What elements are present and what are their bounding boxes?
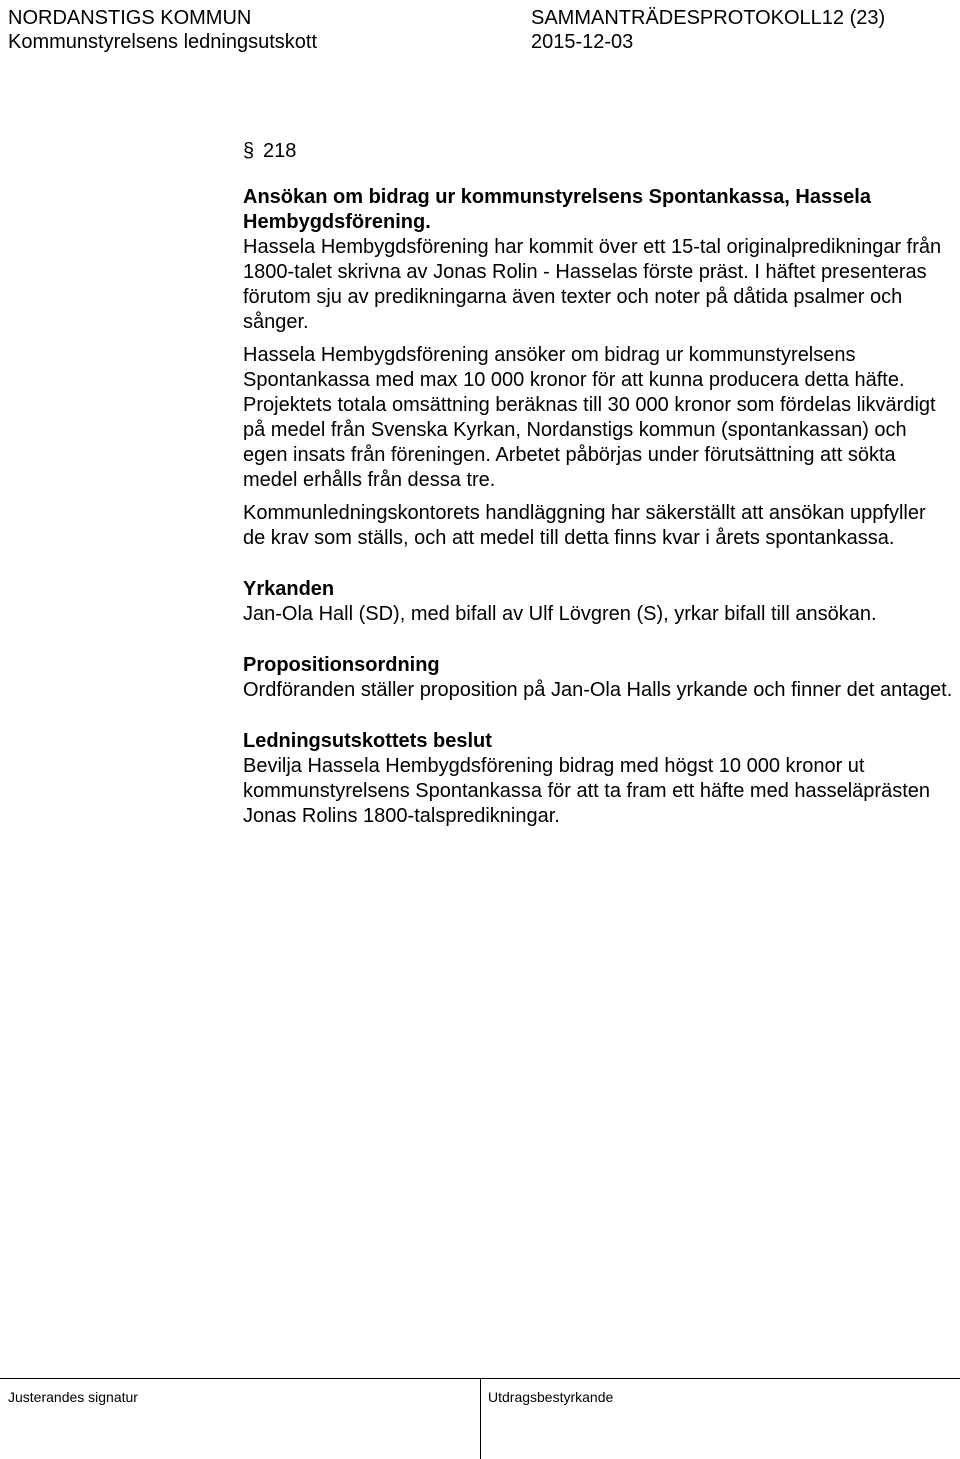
section-title: Ansökan om bidrag ur kommunstyrelsens Spontankassa, Hassela Hembygdsförening. xyxy=(243,186,871,233)
body-paragraph: Hassela Hembygdsförening har kommit över ett 15-tal originalpredikningar från 1800-talet skrivna av Jonas Rolin - Hasselas förste präst. I häftet presenteras förutom sju av predikningarna även texter och noter på dåtida psalmer och sånger. xyxy=(243,236,942,333)
decision-heading: Ledningsutskottets beslut xyxy=(243,730,492,752)
extract-label: Utdragsbestyrkande xyxy=(488,1389,614,1405)
section-sign: § xyxy=(243,140,255,162)
meeting-date: 2015-12-03 xyxy=(531,31,634,53)
signature-label: Justerandes signatur xyxy=(8,1389,138,1405)
footer-divider xyxy=(480,1378,481,1459)
decision-text: Bevilja Hassela Hembygdsförening bidrag med högst 10 000 kronor ut kommunstyrelsens Spontankassa för att ta fram ett häfte med hasseläprästen Jonas Rolins 1800-talspredikningar. xyxy=(243,755,931,827)
section-body xyxy=(243,139,953,829)
motions-heading: Yrkanden xyxy=(243,578,335,600)
motions-text: Jan-Ola Hall (SD), med bifall av Ulf Lövgren (S), yrkar bifall till ansökan. xyxy=(243,603,877,625)
committee-name: Kommunstyrelsens ledningsutskott xyxy=(8,31,318,53)
organization-name: NORDANSTIGS KOMMUN xyxy=(8,7,252,29)
body-paragraph: Hassela Hembygdsförening ansöker om bidrag ur kommunstyrelsens Spontankassa med max 10 000 kronor för att kunna producera detta häfte. Projektets totala omsättning beräknas till 30 000 kronor som fördelas likvärdigt på medel från Svenska Kyrkan, Nordanstigs kommun (spontankassan) och egen insats från föreningen. Arbetet påbörjas under förutsättning att sökta medel erhålls från dessa tre. xyxy=(243,344,936,491)
section-number-line xyxy=(243,139,953,164)
body-paragraph: Kommunledningskontorets handläggning har säkerställt att ansökan uppfyller de krav som ställs, och att medel till detta finns kvar i årets spontankassa. xyxy=(243,502,926,549)
proposition-text: Ordföranden ställer proposition på Jan-Ola Halls yrkande och finner det antaget. xyxy=(243,679,953,701)
document-type: SAMMANTRÄDESPROTOKOLL12 (23) xyxy=(531,7,886,29)
section-number: 218 xyxy=(263,140,297,162)
proposition-heading: Propositionsordning xyxy=(243,654,440,676)
